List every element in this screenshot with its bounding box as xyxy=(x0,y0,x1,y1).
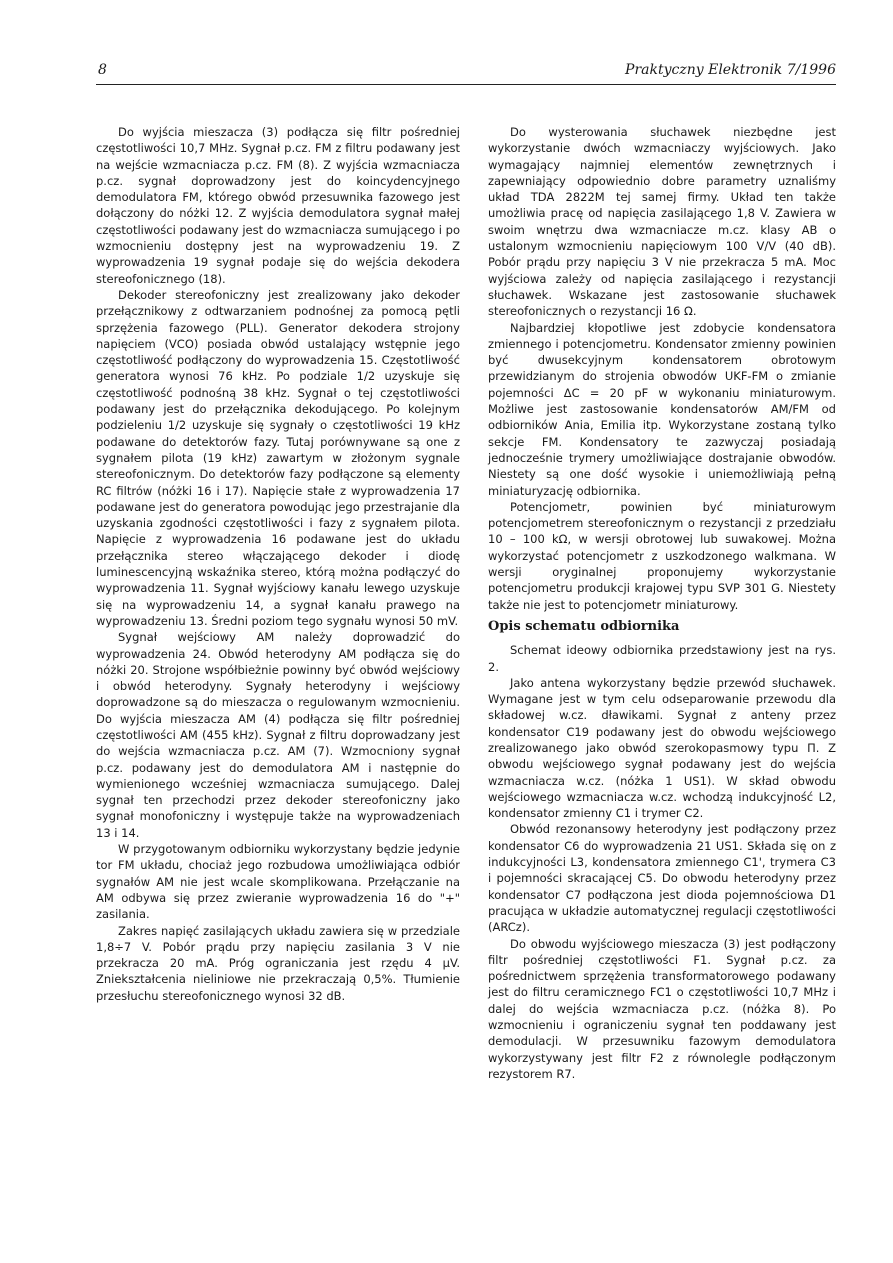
page-header xyxy=(88,62,836,84)
paragraph: Schemat ideowy odbiornika przedstawiony jest na rys. 2. xyxy=(488,643,836,674)
left-column xyxy=(96,124,460,1004)
paragraph: Sygnał wejściowy AM należy doprowadzić do wyprowadzenia 24. Obwód heterodyny AM podłącza się do nóżki 20. Strojone współbieżnie powinny być obwód wejściowy i obwód heterodyny. Sygnały heterodyny i wejściowy doprowadzone są do mieszacza o regulowanym wzmocnieniu. Do wyjścia mieszacza AM (4) podłącza się filtr pośredniej częstotliwości AM (455 kHz). Sygnał z filtru doprowadzany jest do wejścia wzmacniacza p.cz. AM (7). Wzmocniony sygnał p.cz. podawany jest do demodulatora AM i następnie do wymienionego wcześniej wzmacniacza sumującego. Dalej sygnał ten przechodzi przez dekoder stereofoniczny jako sygnał monofoniczny i występuje także na wyprowadzeniach 13 i 14. xyxy=(96,630,460,840)
paragraph: Jako antena wykorzystany będzie przewód słuchawek. Wymagane jest w tym celu odseparowanie przewodu dla składowej w.cz. dławikami. Sygnał z anteny przez kondensator C19 podawany jest do obwodu wejściowego zrealizowanego jako obwód szerokopasmowy typu Π. Z obwodu wejściowego sygnał podawany jest do wejścia wzmacniacza w.cz. (nóżka 1 US1). W skład obwodu wejściowego wzmacniacza w.cz. wchodzą indukcyjność L2, kondensator zmienny C1 i trymer C2. xyxy=(488,675,836,821)
paragraph: Potencjometr, powinien być miniaturowym potencjometrem stereofonicznym o rezystancji z przedziału 10 – 100 kΩ, w wersji obrotowej lub suwakowej. Można wykorzystać potencjometr z uszkodzonego walkmana. W wersji oryginalnej proponujemy wykorzystanie potencjometru produkcji krajowej typu SVP 301 G. Niestety także nie jest to potencjometr miniaturowy. xyxy=(488,499,836,612)
paragraph: Do wyjścia mieszacza (3) podłącza się filtr pośredniej częstotliwości 10,7 MHz. Sygnał p.cz. FM z filtru podawany jest na wejście wzmacniacza p.cz. FM (8). Z wyjścia wzmacniacza p.cz. sygnał doprowadzony jest do koincydencyjnego demodulatora FM, którego obwód przesuwnika fazowego jest dołączony do nóżki 12. Z wyjścia demodulatora sygnał małej częstotliwości podawany jest do wzmacniacza sumującego i po wzmocnieniu dostępny jest na wyprowadzeniu 19. Z wyprowadzenia 19 sygnał podaje się do wejścia dekodera stereofonicznego (18). xyxy=(96,125,460,286)
header-rule xyxy=(96,84,836,85)
paragraph: Najbardziej kłopotliwe jest zdobycie kondensatora zmiennego i potencjometru. Kondensator zmienny powinien być dwusekcyjnym kondensatorem obrotowym przewidzianym do strojenia obwodów UKF-FM o zmianie pojemności ΔC = 20 pF w wykonaniu miniaturowym. Możliwe jest zastosowanie kondensatorów AM/FM od odbiorników Ania, Emilia itp. Wykorzystane zostaną tylko sekcje FM. Kondensatory te zazwyczaj posiadają jednocześnie trymery umożliwiające dostrajanie obwodów. Niestety są one dość wysokie i uniemożliwiają pełną miniaturyzację odbiornika. xyxy=(488,320,836,498)
right-column xyxy=(488,124,836,1082)
paragraph: Do obwodu wyjściowego mieszacza (3) jest podłączony filtr pośredniej częstotliwości F1. Sygnał p.cz. za pośrednictwem sprzężenia transformatorowego podawany jest do filtru ceramicznego FC1 o częstotliwości 10,7 MHz i dalej do wejścia wzmacniacza p.cz. (nóżka 8). Po wzmocnieniu i ograniczeniu sygnał ten poddawany jest demodulacji. W przesuwniku fazowym demodulatora wykorzystywany jest filtr F2 z równolegle podłączonym rezystorem R7. xyxy=(488,936,836,1081)
paragraph: Zakres napięć zasilających układu zawiera się w przedziale 1,8÷7 V. Pobór prądu przy napięciu zasilania 3 V nie przekracza 20 mA. Próg ograniczania jest rzędu 4 μV. Zniekształcenia nieliniowe nie przekraczają 0,5%. Tłumienie przesłuchu stereofonicznego wynosi 32 dB. xyxy=(96,923,460,1003)
paragraph: Do wysterowania słuchawek niezbędne jest wykorzystanie dwóch wzmacniaczy wyjściowych. Jako wymagający najmniej elementów zewnętrznych i zapewniający odpowiednio dobre parametry uznaliśmy układ TDA 2822M tej samej firmy. Układ ten także umożliwia pracę od napięcia zasilającego 1,8 V. Zawiera w swoim wnętrzu dwa wzmacniacze m.cz. klasy AB o ustalonym wzmocnieniu napięciowym 100 V/V (40 dB). Pobór prądu przy napięciu 3 V nie przekracza 5 mA. Moc wyjściowa zależy od napięcia zasilającego i rezystancji słuchawek. Wskazane jest zastosowanie słuchawek stereofonicznych o rezystancji 16 Ω. xyxy=(488,125,836,319)
section-heading: Opis schematu odbiornika xyxy=(488,618,680,634)
page-number: 8 xyxy=(98,62,107,78)
paragraph: Dekoder stereofoniczny jest zrealizowany jako dekoder przełącznikowy z odtwarzaniem podnośnej za pomocą pętli sprzężenia fazowego (PLL). Generator dekodera strojony napięciem (VCO) posiada obwód ustalający wstępnie jego częstotliwość podłączony do wyprowadzenia 15. Częstotliwość generatora wynosi 76 kHz. Po podziale 1/2 uzyskuje się częstotliwość podnośną 38 kHz. Sygnał o tej częstotliwości podawany jest do przełącznika dekodującego. Po kolejnym podzieleniu 1/2 uzyskuje się sygnały o częstotliwości 19 kHz podawane do detektorów fazy. Tutaj porównywane są one z sygnałem pilota (19 kHz) zawartym w złożonym sygnale stereofonicznym. Do detektorów fazy podłączone są elementy RC filtrów (nóżki 16 i 17). Napięcie stałe z wyprowadzenia 17 podawane jest do generatora powodując jego przestrajanie dla uzyskania zgodności częstotliwości i fazy z sygnałem pilota. Napięcie z wyprowadzenia 16 podawane jest do układu przełącznika stereo włączającego dekoder i diodę luminescencyjną wskaźnika stereo, którą można podłączyć do wyprowadzenia 11. Sygnał wyjściowy kanału lewego uzyskuje się na wyprowadzeniu 14, a sygnał kanału prawego na wyprowadzeniu 13. Średni poziom tego sygnału wynosi 50 mV. xyxy=(96,287,460,628)
paragraph: Obwód rezonansowy heterodyny jest podłączony przez kondensator C6 do wyprowadzenia 21 US1. Składa się on z indukcyjności L3, kondensatora zmiennego C1', trymera C3 i pojemności skracającej C5. Do obwodu heterodyny przez kondensator C7 podłączona jest dioda pojemnościowa D1 pracująca w układzie automatycznej regulacji częstotliwości (ARCz). xyxy=(488,822,836,935)
paragraph: W przygotowanym odbiorniku wykorzystany będzie jedynie tor FM układu, chociaż jego rozbudowa umożliwiająca odbiór sygnałów AM nie jest wcale skomplikowana. Przełączanie na AM odbywa się przez zwieranie wyprowadzenia 16 do "+" zasilania. xyxy=(96,842,460,922)
journal-title: Praktyczny Elektronik 7/1996 xyxy=(625,62,836,78)
